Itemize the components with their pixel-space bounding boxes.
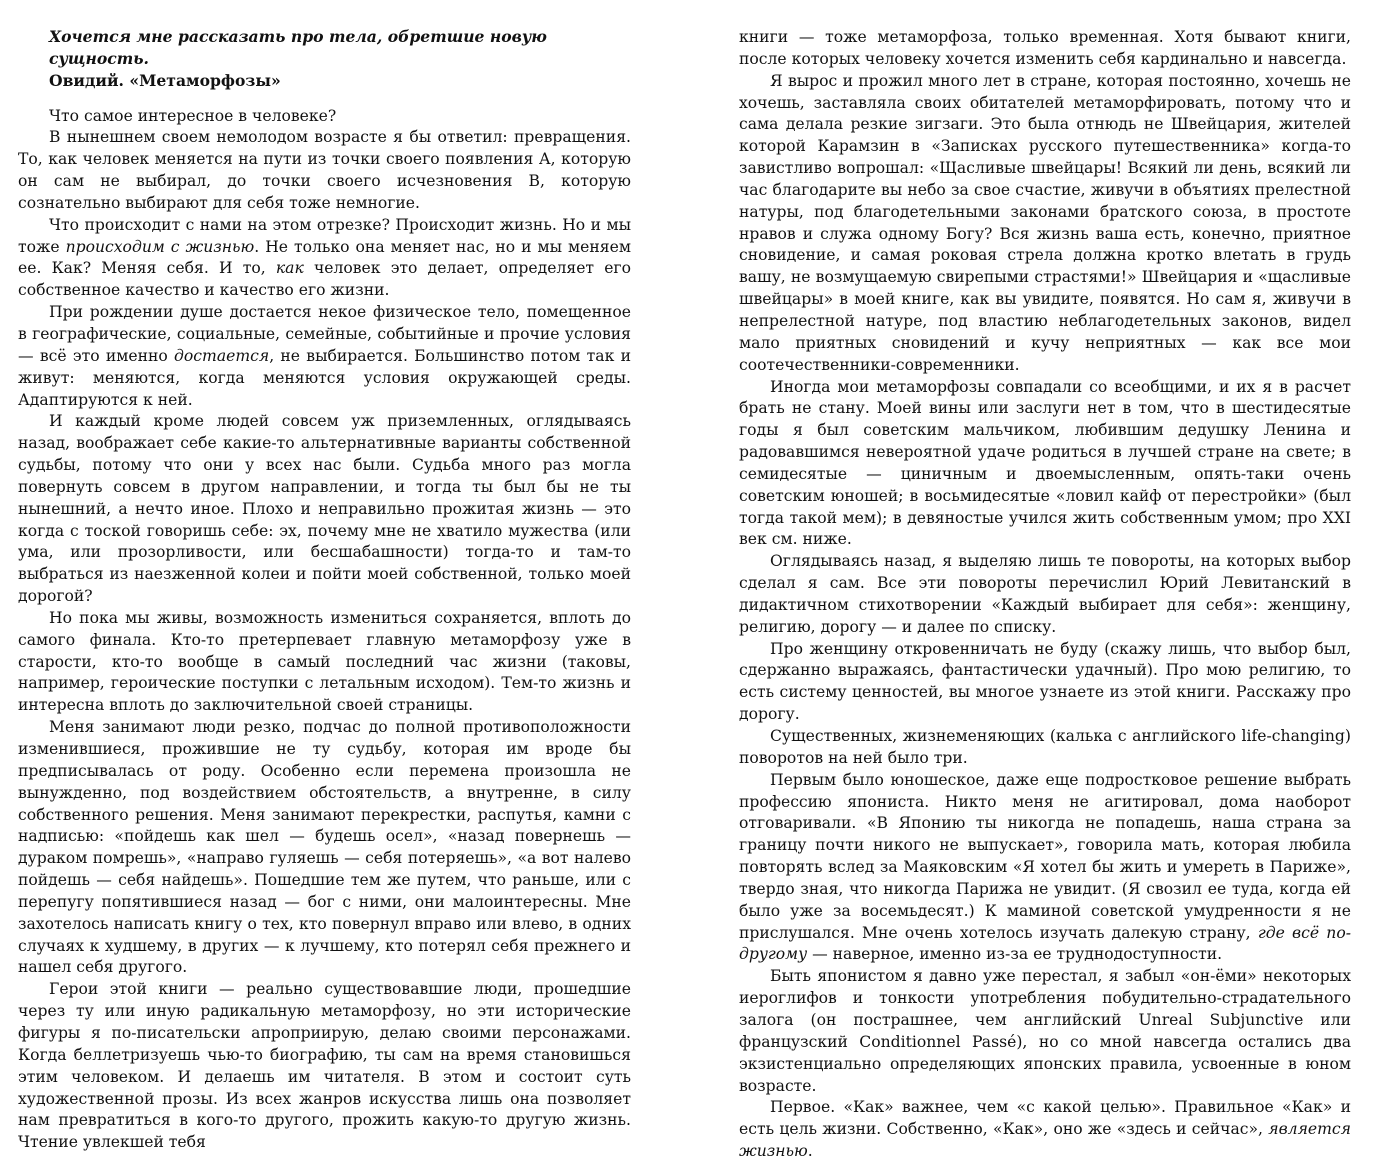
paragraph: Существенных, жизнеменяющих (калька с английского life-changing) поворотов на ней было три. (739, 727, 1351, 767)
emphasis: как (275, 259, 304, 278)
paragraph: Что самое интересное в человеке? (49, 106, 337, 125)
emphasis: достается (174, 346, 270, 365)
paragraph: Но пока мы живы, возможность измениться сохраняется, вплоть до самого финала. Кто-то претерпевает главную метаморфозу уже в старости, кто-то вообще в самый последний час жизни (таковы, например, героические поступки с летальным исходом). Тем-то жизнь и интересна вплоть до заключительной своей страницы. (18, 608, 631, 715)
emphasis: является жизнью (739, 1120, 1351, 1161)
left-page (18, 26, 631, 1154)
paragraph: Первым было юношеское, даже еще подростковое решение выбрать профессию япониста. Никто меня не агитировал, дома наоборот отговаривали. «В Японию ты никогда не попадешь, наша страна за границу почти никого не выпускает», говорила мать, которая любила повторять вслед за Маяковским «Я хотел бы жить и умереть в Париже», твердо зная, что никогда Парижа не увидит. (Я свозил ее туда, когда ей было уже за восемьдесят.) К маминой советской умудренности я не прислушался. Мне очень хотелось изучать далекую страну, где всё по-другому — наверное, именно из-за ее труднодоступности. (739, 770, 1351, 964)
paragraph-continued: книги — тоже метаморфоза, только временная. Хотя бывают книги, после которых человеку хочется изменить себя кардинально и навсегда. (739, 28, 1351, 68)
epigraph (18, 26, 631, 92)
paragraph: Быть японистом я давно уже перестал, я забыл «он-ёми» некоторых иероглифов и тонкости употребления побудительно-страдательного залога (он пострашнее, чем английский Unreal Subjunctive или французский Conditionnel Passé), но со мной навсегда остались два экзистенциально определяющих японских правила, усвоенные в юном возрасте. (739, 967, 1351, 1095)
paragraph: Меня занимают люди резко, подчас до полной противоположности изменившиеся, прожившие не ту судьбу, которая им вроде бы предписывалась от роду. Особенно если перемена произошла не вынужденно, под воздействием обстоятельств, а внутренне, в силу собственного решения. Меня занимают перекрестки, распутья, камни с надписью: «пойдешь как шел — будешь осел», «назад повернешь — дураком помрешь», «направо гуляешь — себя потеряешь», «а вот налево пойдешь — себя найдешь». Пошедшие тем же путем, что раньше, или с перепугу попятившиеся назад — бог с ними, они малоинтересны. Мне захотелось написать книгу о тех, кто повернул вправо или влево, в одних случаях к худшему, в других — к лучшему, кто потерял себя прежнего и нашел себя другого. (18, 718, 631, 977)
paragraph: Первое. «Как» важнее, чем «с какой целью». Правильное «Как» и есть цель жизни. Собственно, «Как», оно же «здесь и сейчас», является жизнью. (739, 1098, 1351, 1161)
emphasis: происходим с жизнью (65, 237, 255, 256)
paragraph: Про женщину откровенничать не буду (скажу лишь, что выбор был, сдержанно выражаясь, фантастически удачный). Про мою религию, то есть систему ценностей, вы многое узнаете из этой книги. Расскажу про дорогу. (739, 639, 1351, 724)
emphasis: где всё по-другому (739, 923, 1351, 964)
paragraph: Иногда мои метаморфозы совпадали со всеобщими, и их я в расчет брать не стану. Моей вины или заслуги нет в том, что в шестидесятые годы я был советским мальчиком, любившим дедушку Ленина и радовавшимся невероятной удаче родиться в лучшей стране на свете; в семидесятые — циничным и двоемысленным, опять-таки очень советским юношей; в восьмидесятые «ловил кайф от перестройки» (был тогда такой мем); в девяностые учился жить собственным умом; про XXI век см. ниже. (739, 377, 1351, 549)
paragraph: При рождении душе достается некое физическое тело, помещенное в географические, социальные, семейные, событийные и прочие условия — всё это именно достается, не выбирается. Большинство потом так и живут: меняются, когда меняются условия окружающей среды. Адаптируются к ней. (18, 303, 631, 409)
paragraph: Я вырос и прожил много лет в стране, которая постоянно, хочешь не хочешь, заставляла своих обитателей метаморфировать, потому что и сама делала резкие зигзаги. Это была отнюдь не Швейцария, жителей которой Карамзин в «Записках русского путешественника» когда-то завистливо вопрошал: «Щасливые швейцары! Всякий ли день, всякий ли час благодарите вы небо за свое счастие, живучи в объятиях прелестной натуры, под благодетельными законами братского союза, в простоте нравов и служа одному Богу? Вся жизнь ваша есть, конечно, приятное сновидение, и самая роковая стрела должна кротко влетать в грудь вашу, не возмущаемую свирепыми страстями!» Швейцария и «щасливые швейцары» в моей книге, как вы увидите, появятся. Но сам я, живучи в непрелестной натуре, под властию неблагодетельных законов, видел мало приятных сновидений и кучу неприятных — как все мои соотечественники-современники. (739, 71, 1351, 374)
paragraph: И каждый кроме людей совсем уж приземленных, оглядываясь назад, воображает себе какие-то альтернативные варианты собственной судьбы, потому что они у всех нас были. Судьба много раз могла повернуть совсем в другом направлении, и тогда ты был бы не ты нынешний, а нечто иное. Плохо и неправильно прожитая жизнь — это когда с тоской говоришь себе: эх, почему мне не хватило мужества (или ума, или прозорливости, или бесшабашности) тогда-то и там-то выбраться из наезженной колеи и пойти моей собственной, только моей дорогой? (18, 412, 631, 606)
epigraph-author: Овидий. «Метаморфозы» (49, 70, 281, 90)
epigraph-quote: Хочется мне рассказать про тела, обретшие новую сущность. (49, 27, 547, 68)
right-page (739, 27, 1351, 1163)
paragraph: Оглядываясь назад, я выделяю лишь те повороты, на которых выбор сделал я сам. Все эти повороты перечислил Юрий Левитанский в дидактичном стихотворении «Каждый выбирает для себя»: женщину, религию, дорогу — и далее по списку. (739, 552, 1351, 636)
paragraph: Герои этой книги — реально существовавшие люди, прошедшие через ту или иную радикальную метаморфозу, но эти исторические фигуры я по-писательски апроприирую, делаю своими персонажами. Когда беллетризуешь чью-то биографию, ты сам на время становишься этим человеком. И делаешь им читателя. В этом и состоит суть художественной прозы. Из всех жанров искусства лишь она позволяет нам превратиться в кого-то другого, прожить какую-то другую жизнь. Чтение увлекшей тебя (18, 980, 631, 1152)
paragraph: В нынешнем своем немолодом возрасте я бы ответил: превращения. То, как человек меняется на пути из точки своего появления А, которую он сам не выбирал, до точки своего исчезновения В, которую сознательно выбирают для себя тоже немногие. (18, 128, 631, 212)
paragraph: Что происходит с нами на этом отрезке? Происходит жизнь. Но и мы тоже происходим с жизнью. Не только она меняет нас, но и мы меняем ее. Как? Меняя себя. И то, как человек это делает, определяет его собственное качество и качество его жизни. (18, 215, 631, 300)
